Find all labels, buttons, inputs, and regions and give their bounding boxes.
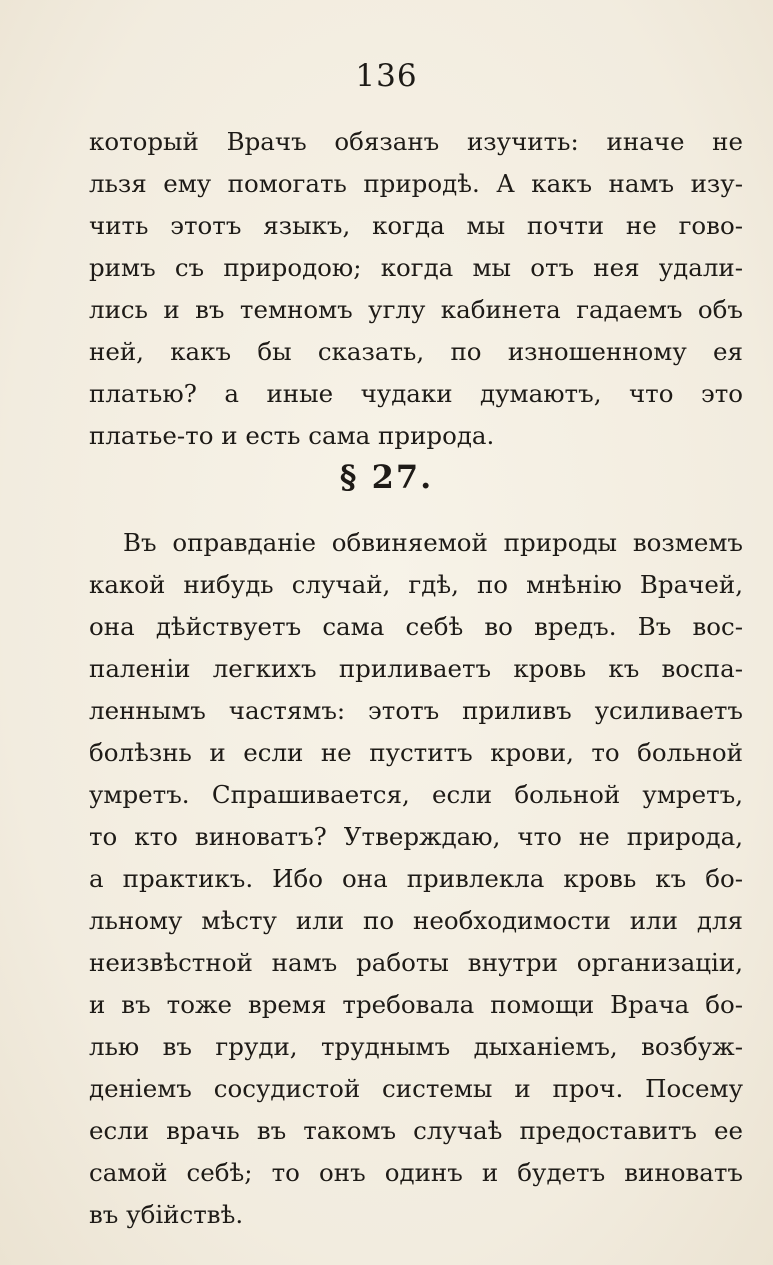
text-line: лью въ груди, труднымъ дыханіемъ, возбуж- — [89, 1032, 743, 1061]
text-line: льзя ему помогать природѣ. А какъ намъ изу- — [89, 169, 743, 198]
text-line: платью? а иные чудаки думаютъ, что это — [89, 379, 743, 408]
text-line: лись и въ темномъ углу кабинета гадаемъ объ — [89, 295, 743, 324]
text-line: въ убійствѣ. — [89, 1200, 244, 1229]
text-line: Въ оправданіе обвиняемой природы возмемъ — [123, 528, 743, 557]
page-number: 136 — [355, 58, 418, 94]
text-line: болѣзнь и если не пуститъ крови, то больной — [89, 738, 743, 767]
text-line: который Врачъ обязанъ изучить: иначе не — [89, 127, 743, 156]
text-line: паленіи легкихъ приливаетъ кровь къ воспа- — [89, 654, 743, 683]
text-line: и въ тоже время требовала помощи Врача бо- — [89, 990, 743, 1019]
text-line: льному мѣсту или по необходимости или для — [89, 906, 743, 935]
paragraph-2 — [89, 522, 743, 1236]
text-line: платье-то и есть сама природа. — [89, 421, 495, 450]
text-line: она дѣйствуетъ сама себѣ во вредъ. Въ вос- — [89, 612, 743, 641]
text-line: деніемъ сосудистой системы и проч. Посему — [89, 1074, 743, 1103]
text-line: леннымъ частямъ: этотъ приливъ усиливаетъ — [89, 696, 743, 725]
text-line: чить этотъ языкъ, когда мы почти не гово- — [89, 211, 743, 240]
text-line: умретъ. Спрашивается, если больной умретъ, — [89, 780, 743, 809]
text-line: то кто виноватъ? Утверждаю, что не природа, — [89, 822, 743, 851]
text-line: римъ съ природою; когда мы отъ нея удали- — [89, 253, 743, 282]
text-line: ней, какъ бы сказать, по изношенному ея — [89, 337, 743, 366]
text-line: неизвѣстной намъ работы внутри организаціи, — [89, 948, 743, 977]
section-heading: § 27. — [339, 458, 434, 496]
paragraph-1 — [89, 121, 743, 457]
text-line: самой себѣ; то онъ одинъ и будетъ виноватъ — [89, 1158, 743, 1187]
text-line: если врачь въ такомъ случаѣ предоставитъ ее — [89, 1116, 743, 1145]
text-line: какой нибудь случай, гдѣ, по мнѣнію Врачей, — [89, 570, 743, 599]
text-line: а практикъ. Ибо она привлекла кровь къ бо- — [89, 864, 743, 893]
